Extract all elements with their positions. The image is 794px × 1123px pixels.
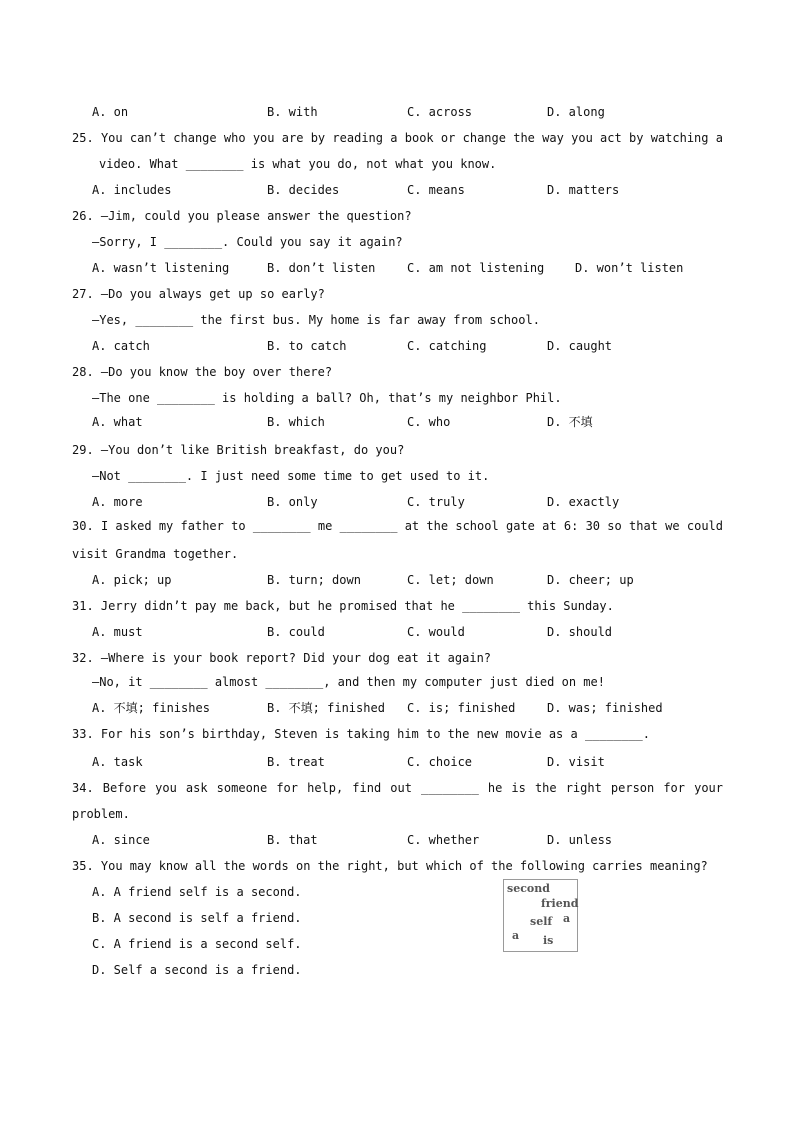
q24-option-c: C. across (407, 105, 473, 119)
q29-question-reply: —Not ________. I just need some time to get used to it. (92, 469, 490, 483)
q26-option-c: C. am not listening (407, 261, 545, 275)
q26-option-b: B. don’t listen (267, 261, 376, 275)
q28-option-c: C. who (407, 415, 451, 429)
q30-option-d: D. cheer; up (547, 573, 634, 587)
q29-option-a: A. more (92, 495, 143, 509)
q34-option-c: C. whether (407, 833, 480, 847)
q27-question: 27. —Do you always get up so early? (72, 287, 325, 301)
q33-option-d: D. visit (547, 755, 605, 769)
q25-question: 25. You can’t change who you are by reading a book or change the way you act by watching a (72, 131, 723, 145)
q35-option-a: A. A friend self is a second. (92, 885, 302, 899)
q33-option-b: B. treat (267, 755, 325, 769)
q25-option-a: A. includes (92, 183, 172, 197)
q25-question-cont: video. What ________ is what you do, not what you know. (99, 157, 497, 171)
q33-option-c: C. choice (407, 755, 473, 769)
q27-option-c: C. catching (407, 339, 487, 353)
q31-option-a: A. must (92, 625, 143, 639)
q28-option-b: B. which (267, 415, 325, 429)
image-word-second: second (507, 882, 550, 895)
q34-option-a: A. since (92, 833, 150, 847)
q32-option-b: B. 不填; finished (267, 701, 385, 715)
q24-option-d: D. along (547, 105, 605, 119)
q31-option-d: D. should (547, 625, 613, 639)
q33-option-a: A. task (92, 755, 143, 769)
q34-option-b: B. that (267, 833, 318, 847)
q34-option-d: D. unless (547, 833, 613, 847)
q29-question: 29. —You don’t like British breakfast, do you? (72, 443, 405, 457)
q33-question: 33. For his son’s birthday, Steven is taking him to the new movie as a ________. (72, 727, 650, 741)
q32-option-c: C. is; finished (407, 701, 516, 715)
q31-question: 31. Jerry didn’t pay me back, but he promised that he ________ this Sunday. (72, 599, 614, 613)
q30-option-b: B. turn; down (267, 573, 361, 587)
q32-question: 32. —Where is your book report? Did your dog eat it again? (72, 651, 492, 665)
q31-option-c: C. would (407, 625, 465, 639)
q28-option-a: A. what (92, 415, 143, 429)
scrambled-words-image (503, 879, 578, 952)
image-word-friend: friend (541, 897, 579, 910)
q35-option-b: B. A second is self a friend. (92, 911, 302, 925)
q29-option-d: D. exactly (547, 495, 620, 509)
q26-question: 26. —Jim, could you please answer the question? (72, 209, 412, 223)
q27-option-d: D. caught (547, 339, 613, 353)
image-word-a: a (563, 912, 571, 925)
q32-question-reply: —No, it ________ almost ________, and then my computer just died on me! (92, 675, 605, 689)
q32-option-a: A. 不填; finishes (92, 701, 210, 715)
q29-option-c: C. truly (407, 495, 465, 509)
q31-option-b: B. could (267, 625, 325, 639)
q35-option-c: C. A friend is a second self. (92, 937, 302, 951)
q30-option-a: A. pick; up (92, 573, 172, 587)
q27-question-reply: —Yes, ________ the first bus. My home is far away from school. (92, 313, 540, 327)
q30-option-c: C. let; down (407, 573, 494, 587)
q35-question: 35. You may know all the words on the right, but which of the following carries meaning? (72, 859, 708, 873)
q32-option-d: D. was; finished (547, 701, 663, 715)
q24-option-b: B. with (267, 105, 318, 119)
q25-option-c: C. means (407, 183, 465, 197)
q28-question: 28. —Do you know the boy over there? (72, 365, 333, 379)
q24-option-a: A. on (92, 105, 129, 119)
q28-option-d: D. 不填 (547, 415, 593, 429)
q26-option-d: D. won’t listen (575, 261, 684, 275)
q30-question: 30. I asked my father to ________ me ________ at the school gate at 6: 30 so that we could (72, 519, 723, 533)
q34-question-cont: problem. (72, 807, 130, 821)
q28-question-reply: —The one ________ is holding a ball? Oh, that’s my neighbor Phil. (92, 391, 562, 405)
q26-question-reply: —Sorry, I ________. Could you say it again? (92, 235, 403, 249)
q27-option-b: B. to catch (267, 339, 347, 353)
q26-option-a: A. wasn’t listening (92, 261, 230, 275)
q35-option-d: D. Self a second is a friend. (92, 963, 302, 977)
q30-question-cont: visit Grandma together. (72, 547, 239, 561)
q29-option-b: B. only (267, 495, 318, 509)
q27-option-a: A. catch (92, 339, 150, 353)
q25-option-d: D. matters (547, 183, 620, 197)
image-word-is: is (543, 934, 554, 947)
image-word-a-2: a (512, 929, 520, 942)
q25-option-b: B. decides (267, 183, 340, 197)
image-word-self: self (530, 915, 553, 928)
q34-question: 34. Before you ask someone for help, find out ________ he is the right person for your (72, 781, 723, 795)
